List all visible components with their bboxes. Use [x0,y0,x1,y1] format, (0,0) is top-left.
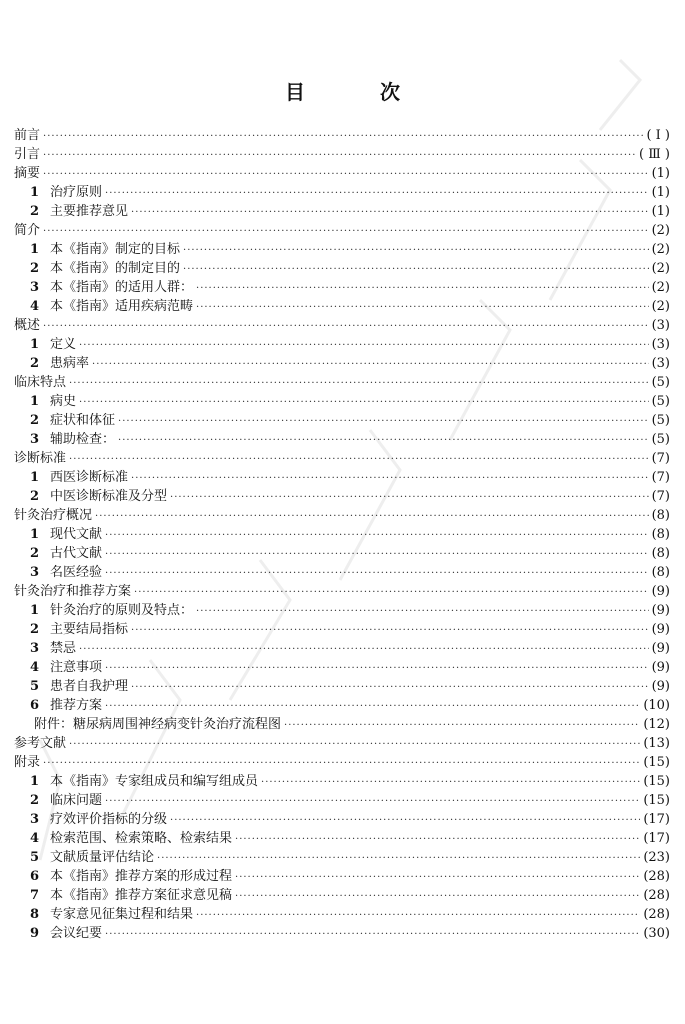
toc-leader-dots [235,868,640,887]
toc-entry[interactable] [14,924,670,943]
toc-entry-page: (13) [643,736,670,751]
toc-entry-number: 3 [30,432,40,447]
toc-entry-page: (5) [651,375,670,390]
toc-entry[interactable] [14,145,670,164]
toc-entry-label: 辅助检查： [50,432,116,447]
toc-entry-page: (8) [651,546,670,561]
toc-entry-number: 2 [30,793,40,808]
toc-leader-dots [196,298,649,317]
toc-entry-number: 2 [30,413,40,428]
toc-entry-label: 临床问题 [50,793,103,808]
toc-entry-page: (8) [651,565,670,580]
toc-entry-page: (8) [651,527,670,542]
toc-entry-page: (9) [651,622,670,637]
toc-entry[interactable] [14,810,670,829]
toc-entry[interactable] [14,126,670,145]
toc-entry-label: 推荐方案 [50,698,103,713]
toc-leader-dots [105,564,649,583]
toc-leader-dots [183,260,649,279]
toc-entry-label: 本《指南》推荐方案的形成过程 [50,869,233,884]
toc-entry-label: 检索范围、检索策略、检索结果 [50,831,233,846]
toc-entry-label: 病史 [50,394,77,409]
toc-entry-label: 注意事项 [50,660,103,675]
toc-entry-page: (2) [651,280,670,295]
toc-leader-dots [196,602,649,621]
toc-leader-dots [118,431,649,450]
toc-entry[interactable] [14,373,670,392]
toc-entry-page: (10) [643,698,670,713]
toc-entry-label: 参考文献 [14,736,67,751]
toc-entry-page: (1) [651,204,670,219]
toc-entry-label: 引言 [14,147,41,162]
toc-leader-dots [170,488,649,507]
toc-entry-number: 5 [30,679,40,694]
toc-entry-page: (9) [651,679,670,694]
toc-entry-number: 1 [30,394,40,409]
toc-entry-label: 古代文献 [50,546,103,561]
toc-entry-page: (17) [643,831,670,846]
toc-leader-dots [105,526,649,545]
toc-leader-dots [43,127,643,146]
toc-entry[interactable] [14,335,670,354]
toc-entry-page: (3) [651,337,670,352]
toc-entry-page: (3) [651,356,670,371]
toc-entry-page: (7) [651,451,670,466]
toc-entry-label: 临床特点 [14,375,67,390]
toc-entry-label: 疗效评价指标的分级 [50,812,168,827]
toc-leader-dots [105,792,640,811]
toc-entry-page: (1) [651,166,670,181]
toc-entry[interactable] [14,392,670,411]
toc-entry-number: 3 [30,280,40,295]
toc-entry-number: 2 [30,622,40,637]
toc-leader-dots [105,184,649,203]
toc-entry[interactable] [14,886,670,905]
toc-leader-dots [79,640,649,659]
toc-entry-label: 针灸治疗和推荐方案 [14,584,132,599]
toc-entry[interactable] [14,164,670,183]
toc-leader-dots [95,507,649,526]
toc-entry-page: (1) [651,185,670,200]
toc-entry-page: (23) [643,850,670,865]
toc-leader-dots [79,336,649,355]
toc-leader-dots [92,355,649,374]
toc-leader-dots [118,412,649,431]
toc-leader-dots [261,773,640,792]
toc-entry[interactable] [14,430,670,449]
toc-entry-page: (15) [643,793,670,808]
toc-entry-label: 本《指南》适用疾病范畴 [50,299,194,314]
toc-entry-label: 主要推荐意见 [50,204,129,219]
toc-entry-number: 9 [30,926,40,941]
toc-entry[interactable] [14,221,670,240]
toc-leader-dots [43,165,649,184]
toc-leader-dots [284,716,640,735]
toc-leader-dots [131,621,649,640]
toc-entry-number: 1 [30,603,40,618]
toc-entry-page: (2) [651,223,670,238]
toc-entry-label: 西医诊断标准 [50,470,129,485]
toc-entry-number: 3 [30,812,40,827]
toc-entry[interactable] [14,411,670,430]
toc-leader-dots [235,830,640,849]
toc-leader-dots [105,925,640,944]
toc-entry-label: 概述 [14,318,41,333]
toc-entry[interactable] [14,240,670,259]
toc-entry-number: 1 [30,185,40,200]
toc-entry-label: 专家意见征集过程和结果 [50,907,194,922]
toc-entry-label: 诊断标准 [14,451,67,466]
toc-entry-number: 8 [30,907,40,922]
toc-entry-page: (15) [643,774,670,789]
toc-leader-dots [79,393,649,412]
toc-entry-number: 4 [30,299,40,314]
toc-leader-dots [43,222,649,241]
toc-entry[interactable] [14,639,670,658]
toc-entry-page: (30) [643,926,670,941]
toc-entry-label: 患病率 [50,356,90,371]
toc-entry-number: 6 [30,698,40,713]
toc-entry[interactable] [14,449,670,468]
toc-entry-label: 会议纪要 [50,926,103,941]
toc-leader-dots [196,906,640,925]
toc-entry-label: 针灸治疗的原则及特点： [50,603,194,618]
toc-entry-page: (5) [651,432,670,447]
toc-entry-page: (7) [651,489,670,504]
toc-entry[interactable] [14,848,670,867]
toc-leader-dots [43,146,636,165]
toc-entry-label: 针灸治疗概况 [14,508,93,523]
toc-entry-page: (12) [643,717,670,732]
toc-entry[interactable] [14,506,670,525]
toc-entry[interactable] [14,753,670,772]
toc-entry-label: 附录 [14,755,41,770]
toc-entry-label: 定义 [50,337,77,352]
toc-leader-dots [157,849,640,868]
toc-entry-page: (17) [643,812,670,827]
toc-entry[interactable] [14,734,670,753]
toc-entry-label: 本《指南》推荐方案征求意见稿 [50,888,233,903]
toc-entry[interactable] [14,696,670,715]
toc-entry-page: (9) [651,660,670,675]
toc-entry[interactable] [14,259,670,278]
toc-entry-number: 3 [30,641,40,656]
toc-entry-number: 2 [30,546,40,561]
toc-entry-number: 5 [30,850,40,865]
toc-entry-page: (15) [643,755,670,770]
toc-entry-page: (9) [651,584,670,599]
table-of-contents [14,126,670,943]
toc-entry-number: 1 [30,242,40,257]
toc-entry-label: 中医诊断标准及分型 [50,489,168,504]
toc-entry[interactable] [14,316,670,335]
toc-entry[interactable] [14,829,670,848]
toc-entry[interactable] [14,715,670,734]
toc-entry-label: 前言 [14,128,41,143]
toc-leader-dots [105,697,640,716]
toc-entry[interactable] [14,620,670,639]
toc-entry-label: 现代文献 [50,527,103,542]
toc-leader-dots [69,450,649,469]
toc-entry-page: (7) [651,470,670,485]
toc-entry[interactable] [14,278,670,297]
toc-entry-page: (5) [651,413,670,428]
toc-leader-dots [131,203,649,222]
toc-entry[interactable] [14,297,670,316]
toc-entry-page: ( Ⅲ ) [639,147,670,162]
toc-entry[interactable] [14,544,670,563]
toc-entry[interactable] [14,582,670,601]
toc-leader-dots [43,754,640,773]
toc-entry-page: (9) [651,603,670,618]
toc-entry-page: (2) [651,299,670,314]
toc-entry-number: 6 [30,869,40,884]
toc-entry-label: 本《指南》的适用人群： [50,280,194,295]
toc-entry[interactable] [14,791,670,810]
toc-entry-page: (28) [643,907,670,922]
toc-entry-label: 附件：糖尿病周围神经病变针灸治疗流程图 [34,717,282,732]
toc-entry[interactable] [14,867,670,886]
toc-entry-number: 2 [30,489,40,504]
toc-entry-page: (28) [643,888,670,903]
toc-entry-number: 2 [30,356,40,371]
toc-leader-dots [183,241,649,260]
toc-entry-number: 3 [30,565,40,580]
toc-entry[interactable] [14,905,670,924]
toc-entry[interactable] [14,658,670,677]
toc-leader-dots [170,811,640,830]
toc-leader-dots [131,469,649,488]
toc-leader-dots [69,735,640,754]
toc-entry-label: 本《指南》的制定目的 [50,261,181,276]
toc-entry[interactable] [14,601,670,620]
toc-entry[interactable] [14,183,670,202]
toc-leader-dots [134,583,649,602]
toc-entry-number: 1 [30,337,40,352]
toc-entry-number: 4 [30,831,40,846]
toc-entry-number: 1 [30,774,40,789]
toc-entry-number: 7 [30,888,40,903]
toc-entry[interactable] [14,677,670,696]
toc-entry-label: 本《指南》制定的目标 [50,242,181,257]
toc-entry[interactable] [14,772,670,791]
toc-entry-label: 患者自我护理 [50,679,129,694]
toc-leader-dots [69,374,649,393]
toc-entry[interactable] [14,525,670,544]
toc-entry-label: 本《指南》专家组成员和编写组成员 [50,774,259,789]
toc-leader-dots [105,545,649,564]
toc-entry-page: (8) [651,508,670,523]
toc-entry-label: 文献质量评估结论 [50,850,155,865]
toc-entry[interactable] [14,354,670,373]
toc-entry-page: (9) [651,641,670,656]
toc-leader-dots [43,317,649,336]
toc-leader-dots [235,887,640,906]
toc-leader-dots [105,659,649,678]
toc-entry-page: (28) [643,869,670,884]
toc-entry[interactable] [14,202,670,221]
page-title: 目 次 [285,80,434,104]
toc-entry[interactable] [14,468,670,487]
toc-leader-dots [196,279,649,298]
toc-entry[interactable] [14,563,670,582]
toc-entry-label: 简介 [14,223,41,238]
toc-entry-page: (2) [651,261,670,276]
toc-entry-number: 2 [30,261,40,276]
toc-leader-dots [131,678,649,697]
toc-entry-page: (5) [651,394,670,409]
toc-entry-page: (3) [651,318,670,333]
toc-entry-number: 1 [30,527,40,542]
toc-entry-label: 摘要 [14,166,41,181]
toc-entry[interactable] [14,487,670,506]
toc-entry-page: (2) [651,242,670,257]
toc-entry-page: ( Ⅰ ) [646,128,670,143]
toc-entry-label: 名医经验 [50,565,103,580]
toc-entry-label: 治疗原则 [50,185,103,200]
toc-entry-number: 2 [30,204,40,219]
toc-entry-number: 4 [30,660,40,675]
toc-entry-label: 禁忌 [50,641,77,656]
toc-entry-label: 主要结局指标 [50,622,129,637]
toc-entry-number: 1 [30,470,40,485]
toc-entry-label: 症状和体征 [50,413,116,428]
